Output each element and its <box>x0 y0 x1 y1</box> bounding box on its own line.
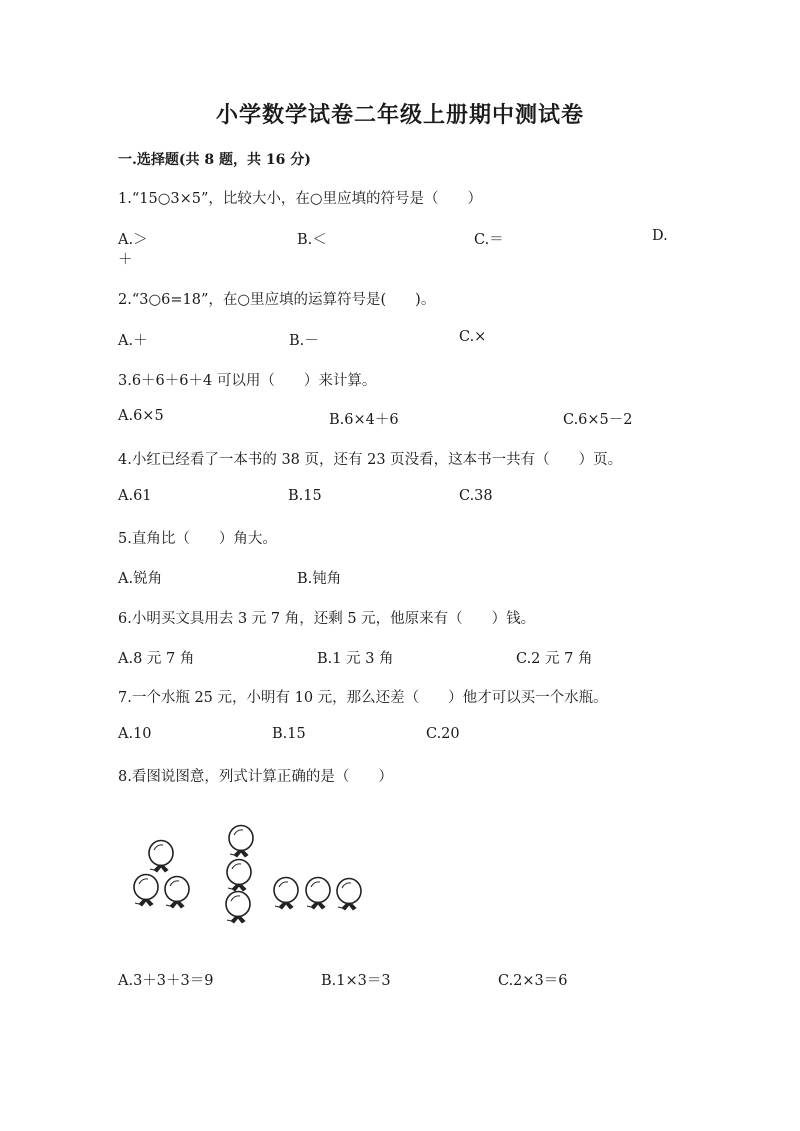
question-3-text: 3.6＋6＋6＋4 可以用（ ）来计算。 <box>118 373 377 389</box>
balloons-illustration <box>120 820 380 925</box>
q5-option-a: A.锐角 <box>118 571 163 587</box>
question-6-text: 6.小明买文具用去 3 元 7 角，还剩 5 元，他原来有（ ）钱。 <box>118 611 536 627</box>
q7-option-c: C.20 <box>426 726 460 742</box>
q2-option-c: C.× <box>459 329 487 345</box>
question-4-text: 4.小红已经看了一本书的 38 页，还有 23 页没看，这本书一共有（ ）页。 <box>118 452 623 468</box>
q4-option-b: B.15 <box>288 488 322 504</box>
question-2-text: 2.“3○6=18”，在○里应填的运算符号是( )。 <box>118 292 436 308</box>
q1-option-b: B.＜ <box>297 232 327 248</box>
q3-option-c: C.6×5－2 <box>563 412 633 428</box>
question-7-text: 7.一个水瓶 25 元，小明有 10 元，那么还差（ ）他才可以买一个水瓶。 <box>118 690 608 706</box>
q7-option-b: B.15 <box>272 726 306 742</box>
q4-option-c: C.38 <box>459 488 493 504</box>
q8-option-a: A.3＋3＋3＝9 <box>118 973 214 989</box>
q1-option-d: D. <box>652 228 668 244</box>
q2-option-b: B.－ <box>289 333 319 349</box>
q8-option-b: B.1×3＝3 <box>321 973 391 989</box>
q6-option-b: B.1 元 3 角 <box>317 651 394 667</box>
q1-option-a: A.＞ <box>118 232 148 248</box>
section-heading: 一.选择题(共 8 题，共 16 分) <box>118 152 311 168</box>
q6-option-a: A.8 元 7 角 <box>118 651 195 667</box>
exam-title: 小学数学试卷二年级上册期中测试卷 <box>215 102 584 128</box>
q4-option-a: A.61 <box>118 488 152 504</box>
q1-option-d-value: ＋ <box>118 252 133 268</box>
q6-option-c: C.2 元 7 角 <box>516 651 593 667</box>
q7-option-a: A.10 <box>118 726 152 742</box>
q1-option-c: C.＝ <box>474 232 504 248</box>
q2-option-a: A.＋ <box>118 333 148 349</box>
balloon-group-stack <box>226 826 253 924</box>
question-5-text: 5.直角比（ ）角大。 <box>118 531 277 547</box>
question-8-text: 8.看图说图意，列式计算正确的是（ ） <box>118 769 393 785</box>
balloon-group-row <box>274 878 361 911</box>
balloon-group-left <box>134 841 189 909</box>
q5-option-b: B.钝角 <box>297 571 342 587</box>
q3-option-b: B.6×4＋6 <box>329 412 399 428</box>
q8-option-c: C.2×3＝6 <box>498 973 568 989</box>
q3-option-a: A.6×5 <box>118 408 164 424</box>
question-1-text: 1.“15○3×5”，比较大小，在○里应填的符号是（ ） <box>118 191 483 207</box>
